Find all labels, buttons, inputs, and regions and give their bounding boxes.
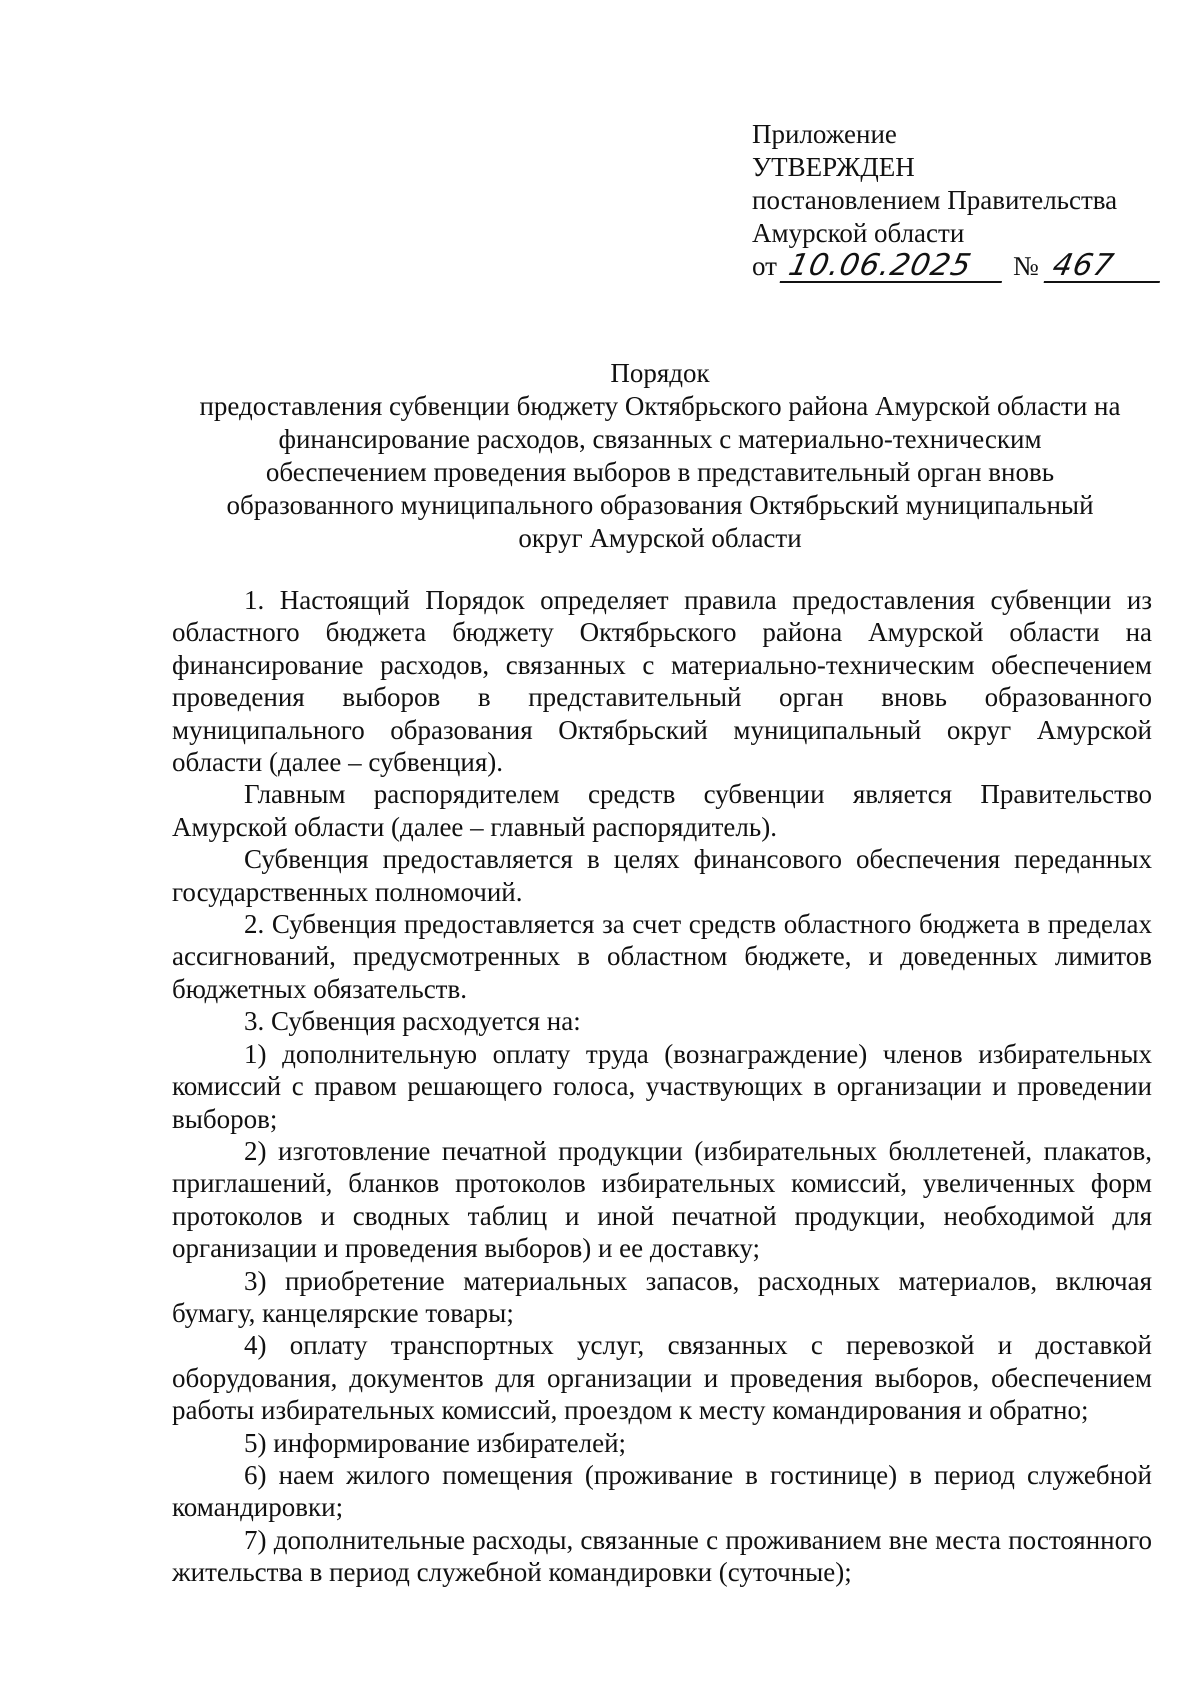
approved-label: УТВЕРЖДЕН	[752, 152, 915, 182]
document-title	[160, 357, 1160, 555]
paragraph: Главным распорядителем средств субвенции является Правительство Амурской области (далее – главный распорядитель).	[172, 779, 1152, 842]
date-number-row	[752, 250, 1163, 283]
title-subtitle-line: обеспечением проведения выборов в представительный орган вновь	[265, 457, 1055, 487]
paragraph: 2. Субвенция предоставляется за счет средств областного бюджета в пределах ассигнований, предусмотренных в областном бюджете, и доведенных лимитов бюджетных обязательств.	[172, 909, 1152, 1004]
appendix-label: Приложение	[752, 119, 897, 149]
paragraph: 6) наем жилого помещения (проживание в гостинице) в период служебной командировки;	[172, 1459, 1152, 1523]
number-prefix: №	[1012, 251, 1039, 281]
document-body	[172, 584, 1152, 1589]
paragraph: 4) оплату транспортных услуг, связанных с перевозкой и доставкой оборудования, документов для организации и проведения выборов, обеспечением работы избирательных комиссий, проездом к месту командирования и обратно;	[172, 1330, 1152, 1426]
paragraph: 1. Настоящий Порядок определяет правила предоставления субвенции из областного бюджета бюджету Октябрьского района Амурской области на финансирование расходов, связанных с материально-техническим обеспечением проведения выборов в представительный орган вновь образованного муниципального образования Октябрьский муниципальный округ Амурской области (далее – субвенция).	[172, 585, 1152, 778]
approval-line-1: постановлением Правительства	[752, 185, 1118, 215]
title-heading: Порядок	[610, 358, 710, 388]
paragraph: 2) изготовление печатной продукции (избирательных бюллетеней, плакатов, приглашений, бланков протоколов избирательных комиссий, увеличенных форм протоколов и сводных таблиц и иной печатной продукции, необходимой для организации и проведения выборов) и ее доставку;	[172, 1135, 1152, 1264]
paragraph: 3. Субвенция расходуется на:	[244, 1006, 581, 1037]
date-prefix: от	[752, 251, 777, 281]
paragraph: 3) приобретение материальных запасов, расходных материалов, включая бумагу, канцелярские товары;	[172, 1265, 1152, 1328]
handwritten-date: 10.06.2025	[780, 251, 1009, 283]
handwritten-number: 467	[1043, 251, 1166, 283]
title-subtitle-line: финансирование расходов, связанных с материально-техническим	[278, 424, 1042, 454]
paragraph: 7) дополнительные расходы, связанные с проживанием вне места постоянного жительства в период служебной командировки (суточные);	[172, 1524, 1152, 1588]
title-subtitle-line: образованного муниципального образования Октябрьский муниципальный	[226, 490, 1094, 520]
approval-line-2: Амурской области	[752, 218, 965, 248]
approval-stamp-block	[752, 118, 1163, 283]
title-subtitle-line: предоставления субвенции бюджету Октябрьского района Амурской области на	[199, 391, 1121, 421]
title-subtitle-line: округ Амурской области	[518, 523, 802, 553]
paragraph: Субвенция предоставляется в целях финансового обеспечения переданных государственных полномочий.	[172, 844, 1152, 907]
paragraph: 1) дополнительную оплату труда (вознаграждение) членов избирательных комиссий с правом решающего голоса, участвующих в организации и проведении выборов;	[172, 1038, 1152, 1134]
paragraph: 5) информирование избирателей;	[244, 1427, 627, 1458]
